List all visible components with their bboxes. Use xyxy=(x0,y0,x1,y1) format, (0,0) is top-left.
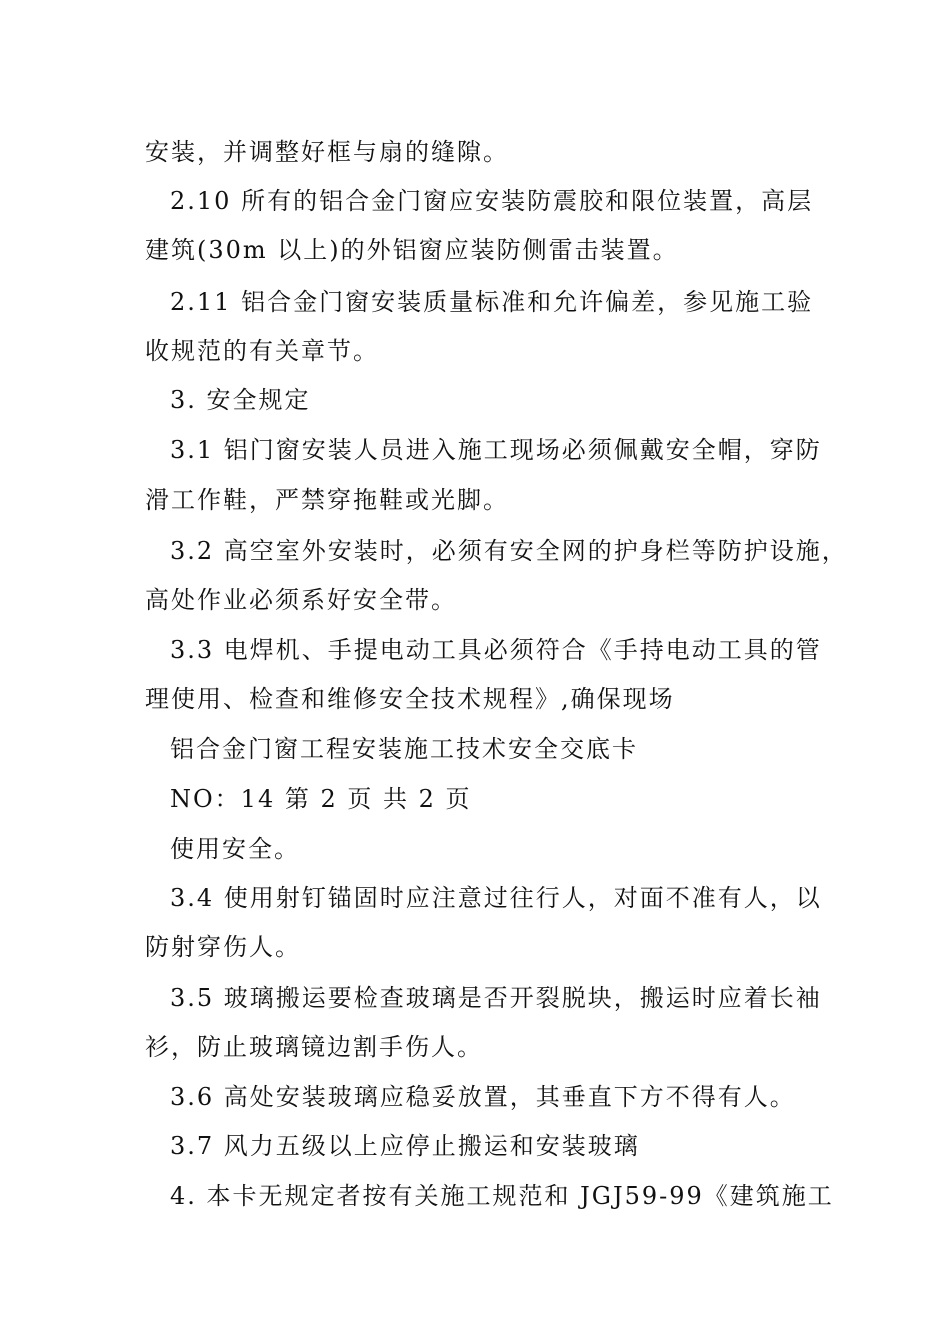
text-line: 3.5 玻璃搬运要检查玻璃是否开裂脱块，搬运时应着长袖 xyxy=(170,984,822,1012)
text-line: 4. 本卡无规定者按有关施工规范和 JGJ59-99《建筑施工 xyxy=(170,1182,834,1210)
card-title: 铝合金门窗工程安装施工技术安全交底卡 xyxy=(170,735,638,763)
text-line: 3.1 铝门窗安装人员进入施工现场必须佩戴安全帽，穿防 xyxy=(170,436,822,464)
section-heading: 3. 安全规定 xyxy=(170,386,311,414)
text-line: 3.7 风力五级以上应停止搬运和安装玻璃 xyxy=(170,1132,640,1160)
text-line: 收规范的有关章节。 xyxy=(145,337,379,365)
text-line: 3.6 高处安装玻璃应稳妥放置，其垂直下方不得有人。 xyxy=(170,1083,796,1111)
text-line: 3.3 电焊机、手提电动工具必须符合《手持电动工具的管 xyxy=(170,636,822,664)
text-line: 理使用、检查和维修安全技术规程》,确保现场 xyxy=(145,685,675,713)
text-line: 3.4 使用射钉锚固时应注意过往行人，对面不准有人，以 xyxy=(170,884,822,912)
text-line: 高处作业必须系好安全带。 xyxy=(145,586,457,614)
text-line: 防射穿伤人。 xyxy=(145,933,301,961)
text-line: 建筑(30m 以上)的外铝窗应装防侧雷击装置。 xyxy=(145,236,679,264)
text-line: 安装，并调整好框与扇的缝隙。 xyxy=(145,138,509,166)
text-line: 滑工作鞋，严禁穿拖鞋或光脚。 xyxy=(145,486,509,514)
text-line: 3.2 高空室外安装时，必须有安全网的护身栏等防护设施， xyxy=(170,537,848,565)
text-line: 2.11 铝合金门窗安装质量标准和允许偏差，参见施工验 xyxy=(170,288,814,316)
text-line: 衫，防止玻璃镜边割手伤人。 xyxy=(145,1033,483,1061)
text-line: 2.10 所有的铝合金门窗应安装防震胶和限位装置，高层 xyxy=(170,187,814,215)
text-line: 使用安全。 xyxy=(170,835,300,863)
page-number: NO：14 第 2 页 共 2 页 xyxy=(170,785,472,813)
